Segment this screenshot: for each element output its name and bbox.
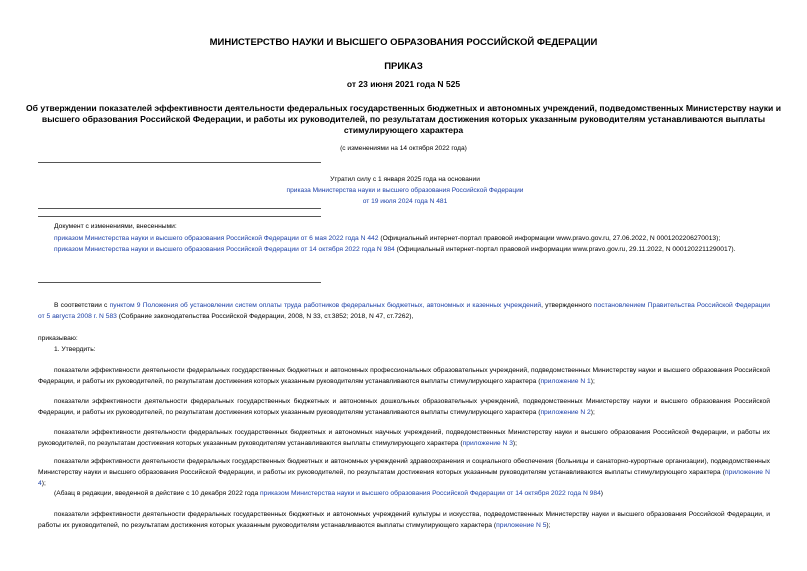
indicator-item-1-text: показатели эффективности деятельности федеральных государственных бюджетных и автономных профессиональных образовательных учреждений, подведомственных Министерству науки и высшего образования Российской Федерации, и работы их руководителей, по результатам достижения которых указанным руководителям устанавливаются выплаты стимулирующего характера ( (38, 367, 770, 385)
amendment-note-text: (Абзац в редакции, введенной в действие с 10 декабря 2022 года (54, 490, 259, 497)
doc-date-number: от 23 июня 2021 года N 525 (346, 79, 461, 89)
approve-clause: 1. Утвердить: (54, 346, 96, 353)
amendment-note-link[interactable]: приказом Министерства науки и высшего образования Российской Федерации от 14 октября 2022 года N 984 (260, 490, 601, 497)
appendix-1-link[interactable]: приложение N 1 (540, 377, 591, 385)
appendix-3-link[interactable]: приложение N 3 (462, 439, 513, 447)
lost-force-text: Утратил силу с 1 января 2025 года на основании (330, 176, 480, 183)
doc-title: Об утверждении показателей эффективности деятельности федеральных государственных бюджетных и автономных учреждений, подведомственных Министерству науки и высшего образования Российской Федерации, и работы их руководителей, по результатам достижения которых указанным руководителям устанавливаются выплаты стимулирующего характера (26, 103, 781, 135)
lost-force-link-1[interactable]: приказа Министерства науки и высшего образования Российской Федерации (286, 187, 524, 194)
changes-item-1 (38, 233, 770, 245)
indicator-item-2-end: ); (590, 408, 595, 416)
changes-intro: Документ с изменениями, внесенными: (54, 223, 177, 230)
indicator-item-3 (38, 428, 770, 450)
amendments-note: (с изменениями на 14 октября 2022 года) (340, 145, 467, 152)
preamble-text-a: В соответствии с (54, 302, 108, 309)
preamble-paragraph (38, 301, 770, 323)
changes-item-2 (38, 244, 770, 256)
lost-force-link-2[interactable]: от 19 июля 2024 года N 481 (362, 198, 448, 205)
amendment-note-item-4 (38, 489, 770, 500)
preamble-link-regulation[interactable]: пунктом 9 Положения об установлении систем оплаты труда работников федеральных бюджетных, автономных и казенных учреждений (109, 302, 542, 309)
preamble-text-b: , утвержденного (541, 302, 592, 309)
divider-line (38, 162, 321, 163)
changes-item-2-source: (Официальный интернет-портал правовой информации www.pravo.gov.ru, 29.11.2022, N 0001202211290017). (396, 246, 736, 253)
indicator-item-3-end: ); (512, 439, 518, 447)
divider-line (38, 216, 321, 217)
amendment-note-end: ) (600, 490, 604, 497)
ministry-heading: МИНИСТЕРСТВО НАУКИ И ВЫСШЕГО ОБРАЗОВАНИЯ РОССИЙСКОЙ ФЕДЕРАЦИИ (209, 37, 598, 48)
indicator-item-5-text: показатели эффективности деятельности федеральных государственных бюджетных и автономных учреждений культуры и искусства, подведомственных Министерству науки и высшего образования Российской Федерации, и работы их руководителей, по результатам достижения которых указанным руководителям устанавливаются выплаты стимулирующего характера ( (38, 511, 770, 529)
appendix-2-link[interactable]: приложение N 2 (540, 408, 591, 416)
order-word: приказываю: (38, 335, 78, 342)
indicator-item-5 (38, 510, 770, 532)
divider-line (38, 282, 321, 283)
indicator-item-1-end: ); (590, 377, 595, 385)
indicator-item-4-end: ); (41, 479, 46, 487)
indicator-item-2-text: показатели эффективности деятельности федеральных государственных бюджетных и автономных дошкольных образовательных учреждений, подведомственных Министерству науки и высшего образования Российской Федерации, и работы их руководителей, по результатам достижения которых указанным руководителям устанавливаются выплаты стимулирующего характера ( (38, 398, 770, 416)
appendix-4-link[interactable]: приложение N 4 (38, 468, 771, 487)
doc-type-heading: ПРИКАЗ (384, 61, 423, 72)
indicator-item-3-text: показатели эффективности деятельности федеральных государственных бюджетных и автономных научных учреждений, подведомственных Министерству науки и высшего образования Российской Федерации, и работы их руководителей, по результатам достижения которых указанным руководителям устанавливаются выплаты стимулирующего характера ( (38, 429, 770, 447)
changes-item-1-link[interactable]: приказом Министерства науки и высшего образования Российской Федерации от 6 мая 2022 года N 442 (54, 234, 379, 242)
changes-item-1-source: (Официальный интернет-портал правовой информации www.pravo.gov.ru, 27.06.2022, N 0001202206270013); (380, 234, 721, 242)
indicator-item-2 (38, 397, 770, 419)
indicator-item-1 (38, 366, 770, 388)
divider-line (38, 208, 321, 209)
indicator-item-4-text: показатели эффективности деятельности федеральных государственных бюджетных и автономных учреждений здравоохранения и социального обеспечения (больницы и санаторно-курортные организации), подведомственных Министерству науки и высшего образования Российской Федерации, и работы их руководителей, по результатам достижения которых указанным руководителям устанавливаются выплаты стимулирующего характера ( (38, 458, 770, 476)
preamble-link-resolution[interactable]: постановлением Правительства Российской Федерации от 5 августа 2008 г. N 583 (38, 302, 770, 320)
preamble-text-c: (Собрание законодательства Российской Федерации, 2008, N 33, ст.3852; 2018, N 47, ст.7262), (118, 312, 414, 320)
changes-block (38, 221, 770, 256)
appendix-5-link[interactable]: приложение N 5 (496, 521, 547, 529)
changes-item-2-link[interactable]: приказом Министерства науки и высшего образования Российской Федерации от 14 октября 2022 года N 984 (54, 246, 395, 253)
lost-force-block (250, 174, 560, 207)
indicator-item-4 (38, 457, 770, 489)
indicator-item-5-end: ); (546, 521, 551, 529)
